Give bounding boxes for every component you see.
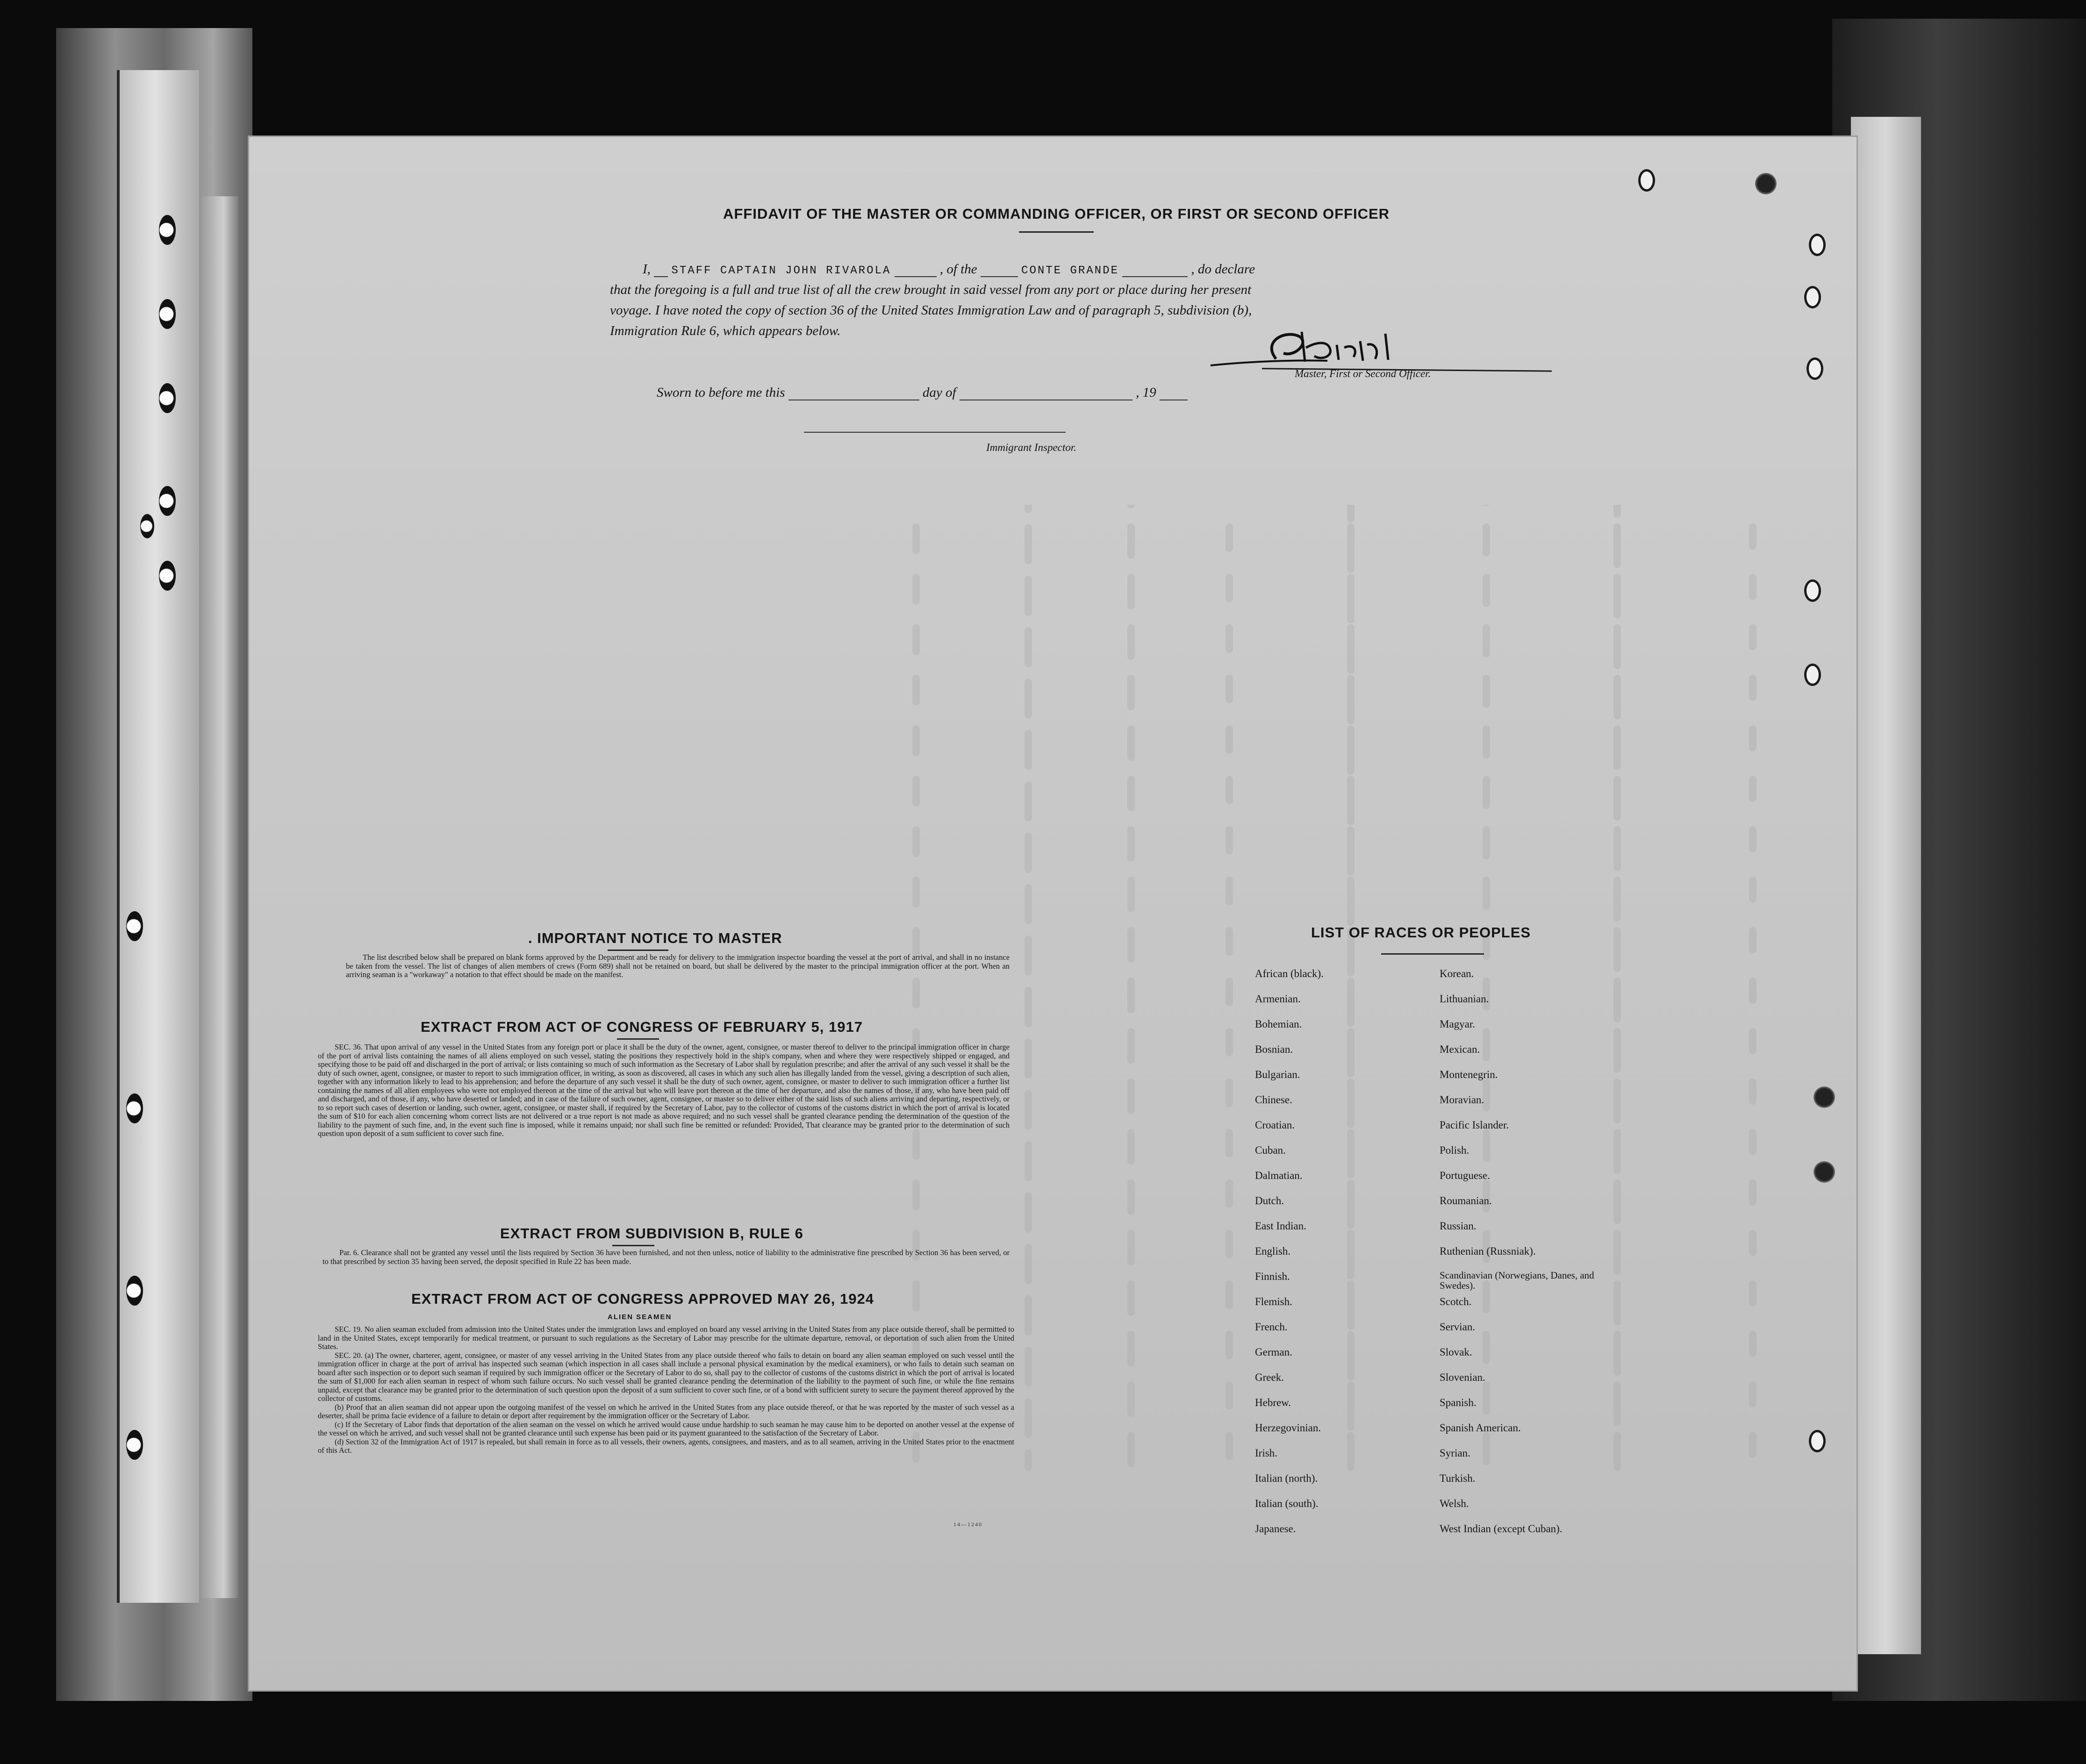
binder-hole [159,215,176,245]
race-item: French. [1255,1321,1288,1333]
race-item: African (black). [1255,968,1324,979]
signature-caption: Master, First or Second Officer. [1295,368,1431,379]
race-item: Syrian. [1440,1447,1470,1459]
sec-20c-paragraph: (c) If the Secretary of Labor finds that deportation of the alien seaman on the vessel on which he arrived would cause undue hardship to such seaman he may cause him to be deported on another vessel at the expense of the vessel on which he arrived, and such vessel shall not be granted clearance until such expense has been paid or its payment guaranteed to the satisfaction of the Secretary of Labor. [318,1420,1014,1437]
binder-hole [159,383,176,413]
notice-text [346,953,1010,979]
rule6-rule [612,1245,654,1246]
binder-hole-dark [1814,1086,1835,1108]
race-item: Magyar. [1440,1018,1476,1030]
race-item: Irish. [1255,1447,1277,1459]
binder-hole [1806,357,1823,380]
race-item: Montenegrin. [1440,1069,1498,1080]
sec-19-paragraph: SEC. 19. No alien seaman excluded from admission into the United States under the immigration laws and employed on board any vessel arriving in the United States from any place outside thereof, shall be permitted to land in the United States, except temporarily for medical treatment, or pursuant to such regulations as the Secretary of Labor may prescribe for the ultimate departure, removal, or deportation of such alien from the United States. [318,1325,1014,1351]
binder-hole [1804,579,1821,602]
binder-hole [1804,286,1821,308]
blank-line [895,264,937,277]
rule6-title: EXTRACT FROM SUBDIVISION B, RULE 6 [500,1225,803,1242]
sworn-day-text: day of [922,385,956,400]
inspector-caption: Immigrant Inspector. [986,442,1076,453]
left-paper-edge [117,70,199,1603]
race-item: Servian. [1440,1321,1476,1333]
race-item: Polish. [1440,1144,1470,1156]
race-item: Bohemian. [1255,1018,1302,1030]
race-item: Roumanian. [1440,1195,1492,1207]
left-paper-edge-inner [201,196,238,1598]
form-number: 14—1240 [953,1521,982,1528]
do-declare-text: , do declare [1191,262,1255,277]
notice-title: . IMPORTANT NOTICE TO MASTER [528,930,782,946]
extract-1917-title: EXTRACT FROM ACT OF CONGRESS OF FEBRUARY 5, 1917 [421,1019,863,1035]
races-title: LIST OF RACES OR PEOPLES [1311,924,1531,941]
binder-hole [159,561,176,591]
race-item: Spanish. [1440,1397,1477,1408]
sec-20d-paragraph: (d) Section 32 of the Immigration Act of 1917 is repealed, but shall remain in force as to all vessels, their owners, agents, consignees, and masters, and as to all seamen, arriving in the United States prior to the enactment of this Act. [318,1437,1014,1455]
declaration-line-1: that the foregoing is a full and true list of all the crew brought in said vessel from any port or place during her present [610,282,1252,297]
right-paper-edge [1851,117,1921,1654]
master-signature [1206,322,1468,374]
binder-hole-dark [1814,1161,1835,1183]
inspector-line [804,432,1066,433]
binder-hole [126,1430,143,1460]
extract-1917-text [318,1043,1010,1138]
extract-1917-rule [617,1038,659,1040]
binder-hole [159,486,176,516]
affidavit-officer-line [643,262,1255,277]
race-item: Japanese. [1255,1523,1296,1535]
of-the-text: , of the [939,262,977,277]
rule6-text [323,1249,1010,1266]
affidavit-pronoun: I, [643,262,651,277]
blank-line [960,387,1133,400]
sec-36-paragraph: SEC. 36. That upon arrival of any vessel in the United States from any foreign port or place it shall be the duty of the owner, agent, consignee, or master thereof to deliver to the principal immigration officer in charge of the port of arrival lists containing the names of all aliens employed on such vessel, stating the positions they respectively hold in the ship's company, when and where they were respectively shipped or engaged, and specifying those to be paid off and discharged in the port of arrival; or lists containing so much of such information as the Secretary of Labor shall by regulation prescribe; and after the arrival of any such vessel it shall be the duty of such owner, agent, consignee, or master to report to such immigration officer, in writing, as soon as discovered, all cases in which any such alien has illegally landed from the vessel, giving a description of such alien, together with any information likely to lead to his apprehension; and before the departure of any such vessel it shall be the duty of such owner, agent, consignee, or master to deliver to such immigration officer a further list containing the names of all alien employees who were not employed thereon at the time of the arrival but who will leave port thereon at the time of her departure, and also the names of those, if any, who have been paid off and discharged, and of those, if any, who have deserted or landed; and in case of the failure of such owner, agent, consignee, or master so to deliver either of the said lists of such aliens arriving and departing, respectively, or to so report such cases of desertion or landing, such owner, agent, consignee, or master shall, if required by the Secretary of Labor, pay to the collector of customs of the customs district in which the port of arrival is located the sum of $10 for each alien concerning whom correct lists are not delivered or a true report is not made as above required; and no such vessel shall be granted clearance pending the determination of the question of the liability to the payment of such fine, and, in the event such fine is imposed, while it remains unpaid; nor shall such fine be remitted or refunded: Provided, That clearance may be granted prior to the determination of such question upon deposit of a sum sufficient to cover such fine. [318,1043,1010,1138]
race-item: Korean. [1440,968,1474,979]
race-item: Scotch. [1440,1296,1472,1307]
races-right-column [1440,967,1636,1548]
blank-line [654,264,668,277]
race-item: Dutch. [1255,1195,1284,1207]
race-item: Pacific Islander. [1440,1119,1509,1131]
race-item: Croatian. [1255,1119,1295,1131]
race-item: Mexican. [1440,1043,1480,1055]
race-item: Welsh. [1440,1498,1469,1509]
race-item: Italian (north). [1255,1472,1318,1484]
races-left-column [1255,967,1423,1548]
race-item: Dalmatian. [1255,1170,1303,1181]
race-item: Herzegovinian. [1255,1422,1321,1434]
race-item: Bulgarian. [1255,1069,1300,1080]
blank-line [981,264,1018,277]
race-item: Slovenian. [1440,1371,1485,1383]
binder-hole [1804,664,1821,686]
extract-1924-title: EXTRACT FROM ACT OF CONGRESS APPROVED MAY 26, 1924 [411,1291,874,1307]
race-item: Greek. [1255,1371,1284,1383]
blank-line [1122,264,1188,277]
sec-20b-paragraph: (b) Proof that an alien seaman did not appear upon the outgoing manifest of the vessel on which he arrived in the United States from any place outside thereof, or that he was reported by the master of such vessel as a deserter, shall be prima facie evidence of a failure to detain or deport after requirement by the immigration officer or the Secretary of Labor. [318,1402,1014,1420]
race-item: Armenian. [1255,993,1301,1005]
blank-line [789,387,919,400]
races-rule [1381,953,1484,955]
race-item: German. [1255,1346,1292,1358]
binder-hole-dark [1755,173,1777,194]
sworn-line [657,385,1188,400]
binder-hole [1638,169,1655,192]
race-item: Bosnian. [1255,1043,1293,1055]
race-item: Spanish American. [1440,1422,1521,1434]
race-item: West Indian (except Cuban). [1440,1523,1563,1535]
notice-paragraph: The list described below shall be prepared on blank forms approved by the Department and be ready for delivery to the immigration inspector boarding the vessel at the port of arrival, and shall in no instance be taken from the vessel. The list of changes of alien members of crews (Form 689) shall not be retained on board, but shall be delivered by the master to the principal immigration officer at the port. When an arriving seaman is a "workaway" a notation to that effect should be made on the manifest. [346,953,1010,979]
race-item: Slovak. [1440,1346,1472,1358]
notice-rule [608,950,668,951]
race-item: Hebrew. [1255,1397,1291,1408]
binder-hole [126,1276,143,1306]
title-rule [1019,231,1094,233]
race-item: Portuguese. [1440,1170,1490,1181]
binder-hole [159,299,176,329]
binder-hole [1809,1430,1826,1452]
binder-hole [140,514,154,538]
race-item: East Indian. [1255,1220,1306,1232]
binder-hole [126,911,143,941]
extract-1924-text [318,1325,1014,1455]
race-item: Cuban. [1255,1144,1286,1156]
race-item: Lithuanian. [1440,993,1489,1005]
race-item: Ruthenian (Russniak). [1440,1245,1536,1257]
race-item: Russian. [1440,1220,1477,1232]
sworn-prefix: Sworn to before me this [657,385,785,400]
affidavit-title: AFFIDAVIT OF THE MASTER OR COMMANDING OFFICER, OR FIRST OR SECOND OFFICER [723,206,1390,222]
race-item: Chinese. [1255,1094,1292,1106]
declaration-line-2: voyage. I have noted the copy of section 36 of the United States Immigration Law and of paragraph 5, subdivision (b), [610,303,1252,318]
race-item: Scandinavian (Norwegians, Danes, and Swedes). [1440,1270,1594,1291]
race-item: Flemish. [1255,1296,1292,1307]
rule6-paragraph: Par. 6. Clearance shall not be granted any vessel until the lists required by Section 36 have been furnished, and not then unless, notice of liability to the administrative fine prescribed by Section 36 has been served, or to that prescribed by section 35 having been served, the deposit specified in Rule 22 has been made. [323,1248,1010,1266]
sec-20a-paragraph: SEC. 20. (a) The owner, charterer, agent, consignee, or master of any vessel arriving in the United States from any place outside thereof who fails to detain on board any alien seaman employed on such vessel until the immigration officer in charge at the port of arrival has inspected such seaman (which inspection in all cases shall include a personal physical examination by the medical examiners), or who fails to detain such seaman on board after such inspection or to deport such seaman if required by such immigration officer or the Secretary of Labor to do so, shall pay to the collector of customs of the customs district in which the port of arrival is located the sum of $1,000 for each alien seaman in respect of whom such failure occurs. No such vessel shall be granted clearance pending the determination of the liability to the payment of such fine, or while the fine remains unpaid, except that clearance may be granted prior to the determination of such question upon the deposit of a sum sufficient to cover such fine, or of a bond with sufficient surety to secure the payment thereof approved by the collector of customs. [318,1350,1014,1403]
binder-hole [1809,234,1826,256]
vessel-name: CONTE GRANDE [1021,264,1119,277]
alien-seamen-subheading: ALIEN SEAMEN [608,1313,672,1321]
sworn-year-text: , 19 [1136,385,1156,400]
race-item: Italian (south). [1255,1498,1319,1509]
race-item: Turkish. [1440,1472,1476,1484]
race-item: Finnish. [1255,1271,1290,1282]
officer-name: STAFF CAPTAIN JOHN RIVAROLA [671,264,891,277]
binder-hole [126,1093,143,1123]
declaration-line-3: Immigration Rule 6, which appears below. [610,323,841,338]
race-item: English. [1255,1245,1291,1257]
race-item: Moravian. [1440,1094,1484,1106]
blank-line [1160,387,1188,400]
